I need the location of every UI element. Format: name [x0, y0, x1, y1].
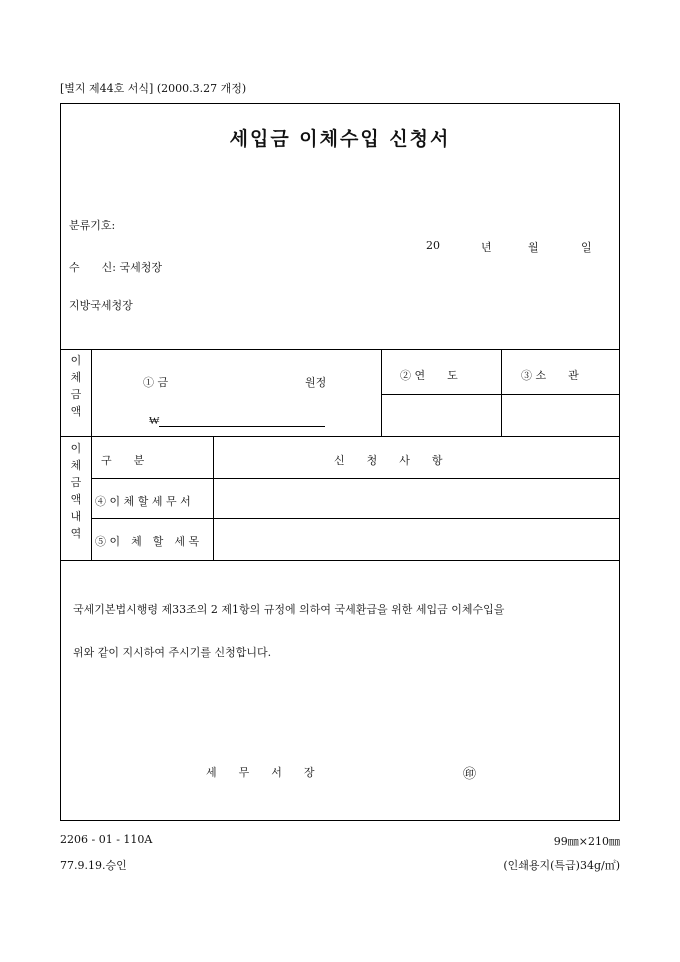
regional-office-label: 지방국세청장: [69, 299, 133, 312]
paper-spec: (인쇄용지(특급)34g/㎡): [503, 859, 620, 872]
amount-side-label: 이 체 금 액: [70, 354, 82, 418]
form-code: 2206 - 01 - 110A: [60, 833, 153, 846]
date-year-prefix: 20: [426, 239, 440, 252]
year-label: ② 연 도: [400, 369, 458, 382]
divider: [92, 478, 619, 479]
date-year-label: 년: [481, 241, 492, 254]
application-form: [60, 103, 620, 821]
classification-label: 분류기호:: [69, 219, 116, 232]
divider: [381, 349, 382, 436]
request-header: 신 청 사 항: [334, 454, 443, 467]
seal-icon: ㊞: [463, 767, 477, 782]
amount-input-line[interactable]: [159, 426, 325, 427]
date-month-label: 월: [528, 241, 539, 254]
form-title: 세입금 이체수입 신청서: [229, 128, 451, 150]
paper-size: 99㎜×210㎜: [553, 835, 620, 848]
divider: [61, 560, 619, 561]
jurisdiction-label: ③ 소 관: [521, 369, 579, 382]
divider: [61, 349, 619, 350]
divider: [213, 436, 214, 560]
divider: [92, 518, 619, 519]
won-label: 원정: [305, 376, 327, 389]
amount-label: ① 금: [143, 376, 169, 389]
transfer-tax-item-label: ⑤ 이 체 할 세 목: [95, 535, 200, 548]
recipient-label: 수 신: 국세청장: [69, 261, 162, 274]
form-number-note: [별지 제44호 서식] (2000.3.27 개정): [60, 82, 247, 95]
date-day-label: 일: [581, 241, 592, 254]
transfer-tax-office-label: ④ 이 체 할 세 무 서: [95, 495, 191, 508]
body-text-line2: 위와 같이 지시하여 주시기를 신청합니다.: [73, 646, 272, 659]
currency-symbol: ₩: [149, 414, 160, 427]
category-header: 구 분: [101, 454, 145, 467]
detail-side-label: 이 체 금 액 내 역: [70, 442, 82, 540]
approval-date: 77.9.19.승인: [60, 859, 127, 872]
tax-office-head-label: 세 무 서 장: [206, 766, 315, 779]
divider: [501, 349, 502, 436]
body-text-line1: 국세기본법시행령 제33조의 2 제1항의 규정에 의하여 국세환급을 위한 세입금 이체수입을: [73, 603, 505, 616]
divider: [91, 349, 92, 560]
divider: [61, 436, 619, 437]
divider: [381, 394, 619, 395]
